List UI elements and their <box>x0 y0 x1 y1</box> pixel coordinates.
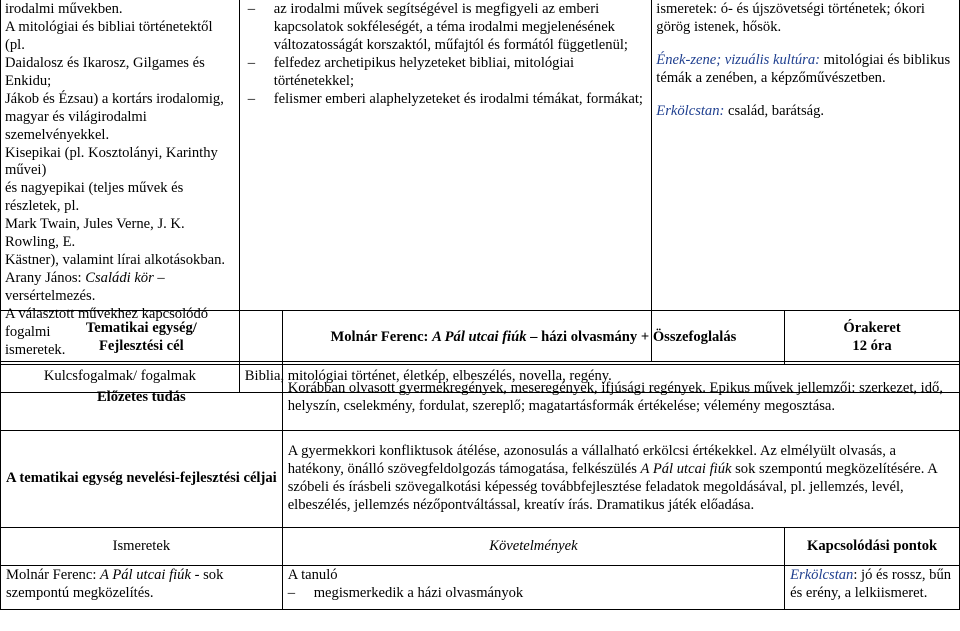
unit-label-line1: Tematikai egység/ <box>85 319 197 336</box>
header-requirements-text: Követelmények <box>489 537 578 554</box>
requirement-item: – az irodalmi művek segítségével is megfigyeli az emberi kapcsolatok sokféleségét, a téma irodalmi megjelenésének változatosságát korszaktól, műfajtól és formától függetlenül; <box>248 1 644 55</box>
requirements-cell <box>239 0 652 361</box>
goals-text-part2: sok szempontú megközelítésére. A szóbeli és írásbeli szövegalkotási képesség továbbfejlesztése feladatok megoldásával, pl. jellemzés, levél, elbeszélés, jellemzés nézőpontváltással, kreatív írás. Dramatikus játék előadása. <box>287 461 937 513</box>
hours-label: Órakeret <box>843 319 901 336</box>
prior-knowledge-row <box>1 365 960 431</box>
row-req-intro: A tanuló <box>287 567 338 583</box>
col1-line: Kisepikai (pl. Kosztolányi, Karinthy művei) <box>5 144 218 179</box>
content-row <box>1 0 960 361</box>
header-requirements <box>282 528 784 566</box>
row-knowledge-author: Molnár Ferenc: <box>6 567 101 583</box>
goals-label: A tematikai egység nevelési-fejlesztési céljai <box>1 431 283 528</box>
col1-line: A mitológiai és bibliai történetektől (pl. <box>5 18 213 53</box>
ethics-text: család, barátság. <box>724 102 825 119</box>
unit-table <box>0 310 960 610</box>
arany-line <box>5 270 234 306</box>
key-concepts-label: Kulcsfogalmak/ fogalmak <box>1 361 240 392</box>
column-headers-row <box>1 528 960 566</box>
unit-label-line2: Fejlesztési cél <box>99 337 184 354</box>
ethics-label: Erkölcstan: <box>656 102 725 119</box>
goals-work: A Pál utcai fiúk <box>640 461 732 478</box>
row-links-label: Erkölcstan <box>790 567 854 583</box>
unit-header-row <box>1 311 960 365</box>
unit-label <box>1 311 283 365</box>
row-requirements <box>282 566 784 610</box>
music-text: mitológiai és biblikus témák a zenében, a képzőművészetben. <box>656 51 951 86</box>
prior-knowledge-label: Előzetes tudás <box>1 365 283 431</box>
links-ethics <box>656 103 954 121</box>
row-knowledge-suffix: - sok szempontú megközelítés. <box>6 567 224 601</box>
row-knowledge-work: A Pál utcai fiúk <box>100 567 191 583</box>
links-cell <box>652 0 960 361</box>
header-knowledge: Ismeretek <box>1 528 283 566</box>
col1-line: irodalmi művekben. <box>5 1 123 17</box>
row-links <box>785 566 960 610</box>
unit-title <box>282 311 784 365</box>
goals-row <box>1 431 960 528</box>
links-music <box>656 52 954 88</box>
content-row-bottom <box>1 566 960 610</box>
row-req-item: – megismerkedik a házi olvasmányok <box>288 585 779 603</box>
hours-value: 12 óra <box>852 337 892 354</box>
col1-tail-line: ismeretek. <box>5 341 66 358</box>
links-ismeretek: ismeretek: ó- és újszövetségi történetek; ókori görög istenek, hősök. <box>656 1 925 35</box>
unit-title-author: Molnár Ferenc: <box>330 328 433 345</box>
arany-title: Családi kör <box>85 270 154 287</box>
arany-author: Arany János: <box>5 270 86 287</box>
knowledge-cell <box>1 0 240 361</box>
goals-text <box>282 431 959 528</box>
prior-knowledge-text: Korábban olvasott gyermekregények, meseregények, ifjúsági regények. Epikus művek jellemzői: szerkezet, idő, helyszín, cselekmény, fordulat, szereplő; magatartásformák értékelése; vélemény megosztása. <box>282 365 959 431</box>
header-links: Kapcsolódási pontok <box>785 528 960 566</box>
col1-tail-line: A választott művekhez kapcsolódó fogalmi <box>5 305 209 340</box>
row-knowledge <box>1 566 283 610</box>
arany-suffix: – versértelmezés. <box>5 270 165 304</box>
key-concepts-text: Biblia, mitológiai történet, életkép, elbeszélés, novella, regény. <box>239 361 959 392</box>
unit-title-suffix: – házi olvasmány + Összefoglalás <box>526 328 737 345</box>
row-links-text: : jó és rossz, bűn és erény, a lelkiismeret. <box>790 567 952 601</box>
requirement-item: – felismer emberi alaphelyzeteket és irodalmi témákat, formákat; <box>248 91 644 109</box>
hours-cell <box>785 311 960 365</box>
col1-line: Daidalosz és Ikarosz, Gilgames és Enkidu; <box>5 54 205 89</box>
requirement-item: – felfedez archetipikus helyzeteket bibliai, mitológiai történetekkel; <box>248 55 644 91</box>
music-label: Ének-zene; vizuális kultúra: <box>656 51 821 68</box>
col1-line: magyar és világirodalmi szemelvényekkel. <box>5 108 147 143</box>
unit-title-work: A Pál utcai fiúk <box>432 328 527 345</box>
col1-line: Kästner), valamint lírai alkotásokban. <box>5 252 226 269</box>
col1-line: Mark Twain, Jules Verne, J. K. Rowling, E. <box>5 216 185 251</box>
col1-line: és nagyepikai (teljes művek és részletek, pl. <box>5 180 184 215</box>
col1-line: Jákob és Ézsau) a kortárs irodalomig, <box>5 90 224 107</box>
goals-text-part1: A gyermekkori konfliktusok átélése, azonosulás a vállalható erkölcsi értékekkel. Az elmélyült olvasás, a hatékony, önálló szövegfeldolgozás támogatása, felkészülés <box>287 443 896 478</box>
